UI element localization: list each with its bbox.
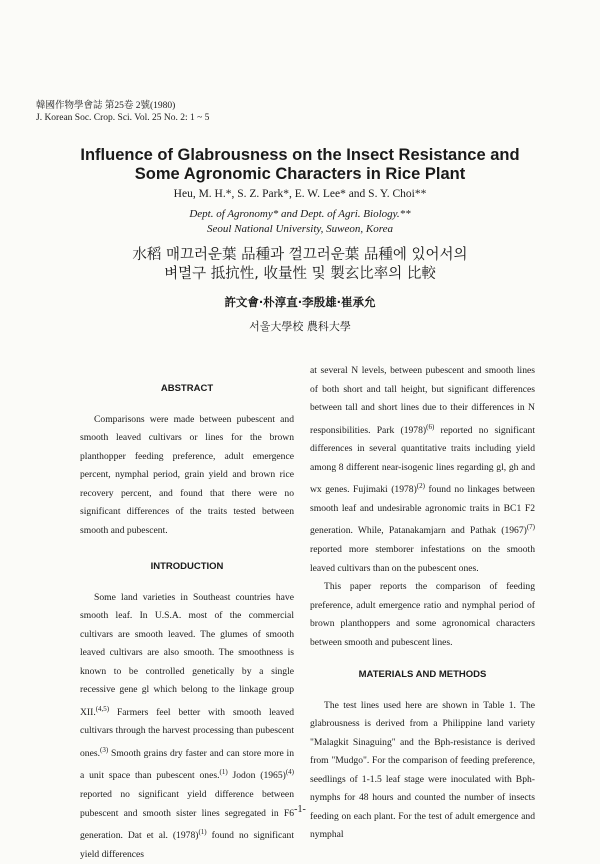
korean-affiliation: 서울大學校 農科大學 [0,318,600,334]
introduction-heading: INTRODUCTION [80,558,294,577]
title-line-2: Some Agronomic Characters in Rice Plant [0,165,600,184]
affiliation-line-2: Seoul National University, Suweon, Korea [0,222,600,237]
affiliation-line-1: Dept. of Agronomy* and Dept. of Agri. Biology.** [0,207,600,222]
journal-line-korean: 韓國作物學會誌 第25卷 2號(1980) [36,100,209,112]
right-column [310,362,535,845]
journal-header [36,100,209,124]
introduction-paragraph-3: This paper reports the comparison of feeding preference, adult emergence ratio and nymphal period of brown planthoppers and some agronomical characters between smooth and pubescent lines. [310,578,535,652]
introduction-paragraph-1: Some land varieties in Southeast countries have smooth leaf. In U.S.A. most of the commercial cultivars are smooth leaved. The glumes of smooth leaved cultivars are also smooth. The smoothness is known to be controlled genetically by a single recessive gene gl which belong to the linkage group XII.$^{(4,5)}$ Farmers feel better with smooth leaved cultivars through the harvest processing than pubescent ones.$^{(3)}$ Smooth grains dry faster and can store more in a unit space than pubescent ones.$^{(1)}$ Jodon $(1965)^{(4)}$ reported no significant yield difference between pubescent and smooth sister lines segregated in F6 generation. Dat et al. $(1978)^{(1)}$ found no significant yield differences [80,589,294,864]
korean-title [0,246,600,284]
methods-heading: MATERIALS AND METHODS [310,666,535,685]
paper-title [0,146,600,184]
korean-authors: 許文會·朴淳直·李殷雄·崔承允 [0,294,600,310]
page-number: -1- [0,804,600,815]
title-line-1: Influence of Glabrousness on the Insect Resistance and [0,146,600,165]
journal-line-english: J. Korean Soc. Crop. Sci. Vol. 25 No. 2: 1 ~ 5 [36,112,209,124]
affiliation [0,207,600,237]
introduction-paragraph-2: at several N levels, between pubescent and smooth lines of both short and tall height, but significant differences between tall and short lines due to their differences in N responsibilities. Park $(1978)^{(6)}$ reported no significant differences in several quantitative traits including yield among 8 different near-isogenic lines regarding gl, gh and wx genes. Fujimaki $(1978)^{(2)}$ found no linkages between smooth leaf and undesirable agronomic traits in BC1 F2 generation. While, Patanakamjarn and Pathak $(1967)^{(7)}$ reported more stemborer infestations on the smooth leaved cultivars than on the pubescent ones. [310,362,535,578]
authors: Heu, M. H.*, S. Z. Park*, E. W. Lee* and S. Y. Choi** [0,188,600,200]
korean-title-line-2: 벼멸구 抵抗性, 收量性 및 製玄比率의 比較 [0,265,600,284]
korean-title-line-1: 水稻 매끄러운葉 品種과 껄끄러운葉 品種에 있어서의 [0,246,600,265]
left-column [80,380,294,864]
methods-paragraph-1: The test lines used here are shown in Table 1. The glabrousness is derived from a Philippine land variety "Malagkit Sinaguing" and the Bph-resistance is derived from "Mudgo". For the comparison of feeding preference, seedlings of 1-1.5 leaf stage were inoculated with Bph-nymphs for 48 hours and counted the number of insects feeding on each plant. For the test of adult emergence and nymphal [310,697,535,845]
abstract-heading: ABSTRACT [80,380,294,399]
abstract-text: Comparisons were made between pubescent and smooth leaved cultivars or lines for the brown planthopper feeding preference, adult emergence percent, nymphal period, grain yield and brown rice recovery percent, and found that there were no significant differences of the traits tested between smooth and pubescent. [80,411,294,541]
